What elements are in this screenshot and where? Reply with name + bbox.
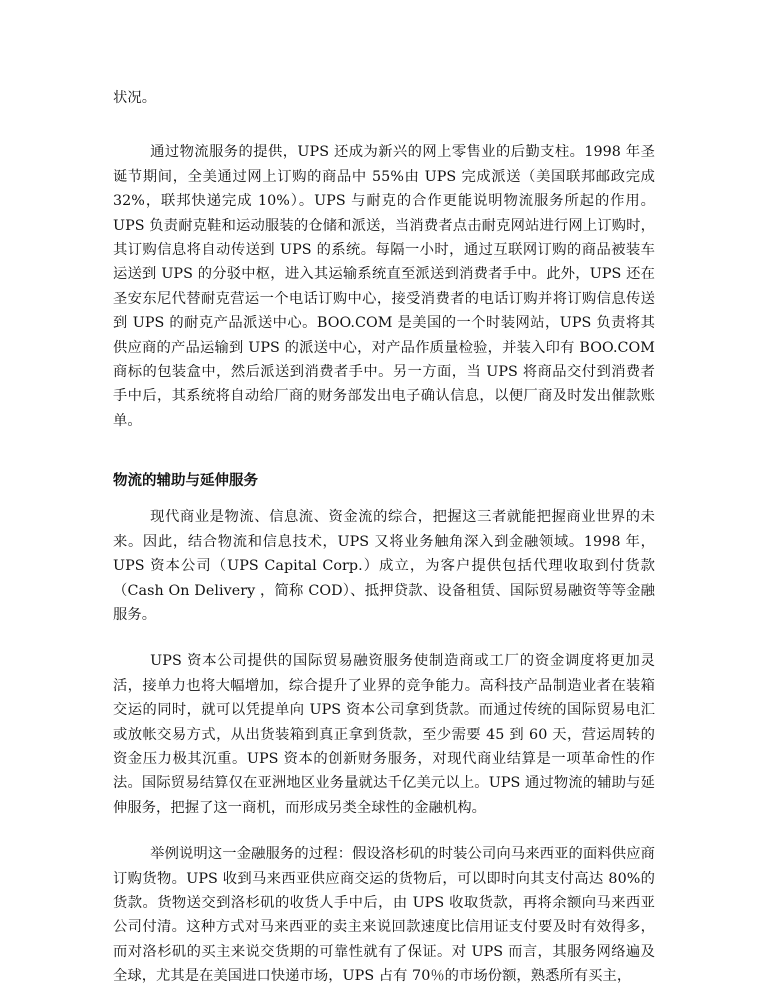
paragraph-ups-capital-trade-finance: UPS 资本公司提供的国际贸易融资服务使制造商或工厂的资金调度将更加灵活，接单力也将大幅增加，综合提升了业界的竞争能力。高科技产品制造业者在装箱交运的同时，就可以凭提单向 UPS 资本公司拿到货款。而通过传统的国际贸易电汇或放帐交易方式，从出货装箱到真正拿到货款，至少需要 45 到 60 天，营运周转的资金压力极其沉重。UPS 资本的创新财务服务，对现代商业结算是一项革命性的作法。国际贸易结算仅在亚洲地区业务量就达千亿美元以上。UPS 通过物流的辅助与延伸服务，把握了这一商机，而形成另类全球性的金融机构。 [113, 653, 655, 816]
paragraph-ups-finance-intro: 现代商业是物流、信息流、资金流的综合，把握这三者就能把握商业世界的未来。因此，结合物流和信息技术，UPS 又将业务触角深入到金融领域。1998 年，UPS 资本公司（UPS Capital Corp.）成立，为客户提供包括代理收取到付货款（Cash On Delivery ，简称 COD）、抵押贷款、设备租赁、国际贸易融资等等金融服务。 [113, 509, 655, 623]
section-heading: 物流的辅助与延伸服务 [113, 473, 258, 490]
paragraph-ups-ecommerce-logistics: 通过物流服务的提供，UPS 还成为新兴的网上零售业的后勤支柱。1998 年圣诞节期间，全美通过网上订购的商品中 55%由 UPS 完成派送（美国联邦邮政完成 32%，联邦快递完成 10%）。UPS 与耐克的合作更能说明物流服务所起的作用。UPS 负责耐克鞋和运动服装的仓储和派送，当消费者点击耐克网站进行网上订购时，其订购信息将自动传送到 UPS 的系统。每隔一小时，通过互联网订购的商品被装车运送到 UPS 的分驳中枢，进入其运输系统直至派送到消费者手中。此外，UPS 还在圣安东尼代替耐克营运一个电话订购中心，接受消费者的电话订购并将订购信息传送到 UPS 的耐克产品派送中心。BOO.COM 是美国的一个时装网站，UPS 负责将其供应商的产品运输到 UPS 的派送中心，对产品作质量检验，并装入印有 BOO.COM 商标的包装盒中，然后派送到消费者手中。另一方面，当 UPS 将商品交付到消费者手中后，其系统将自动给厂商的财务部发出电子确认信息，以便厂商及时发出催款账单。 [113, 144, 655, 429]
paragraph-continuation: 状况。 [113, 90, 157, 106]
paragraph-finance-example: 举例说明这一金融服务的过程：假设洛杉矶的时装公司向马来西亚的面料供应商订购货物。UPS 收到马来西亚供应商交运的货物后，可以即时向其支付高达 80%的货款。货物送交到洛杉矶的收货人手中后，由 UPS 收取货款，再将余额向马来西亚公司付清。这种方式对马来西亚的卖主来说回款速度比信用证支付要及时有效得多，而对洛杉矶的买主来说交货期的可靠性就有了保证。对 UPS 而言，其服务网络遍及全球，尤其是在美国进口快递市场，UPS 占有 70％的市场份额，熟悉所有买主， [113, 846, 655, 985]
